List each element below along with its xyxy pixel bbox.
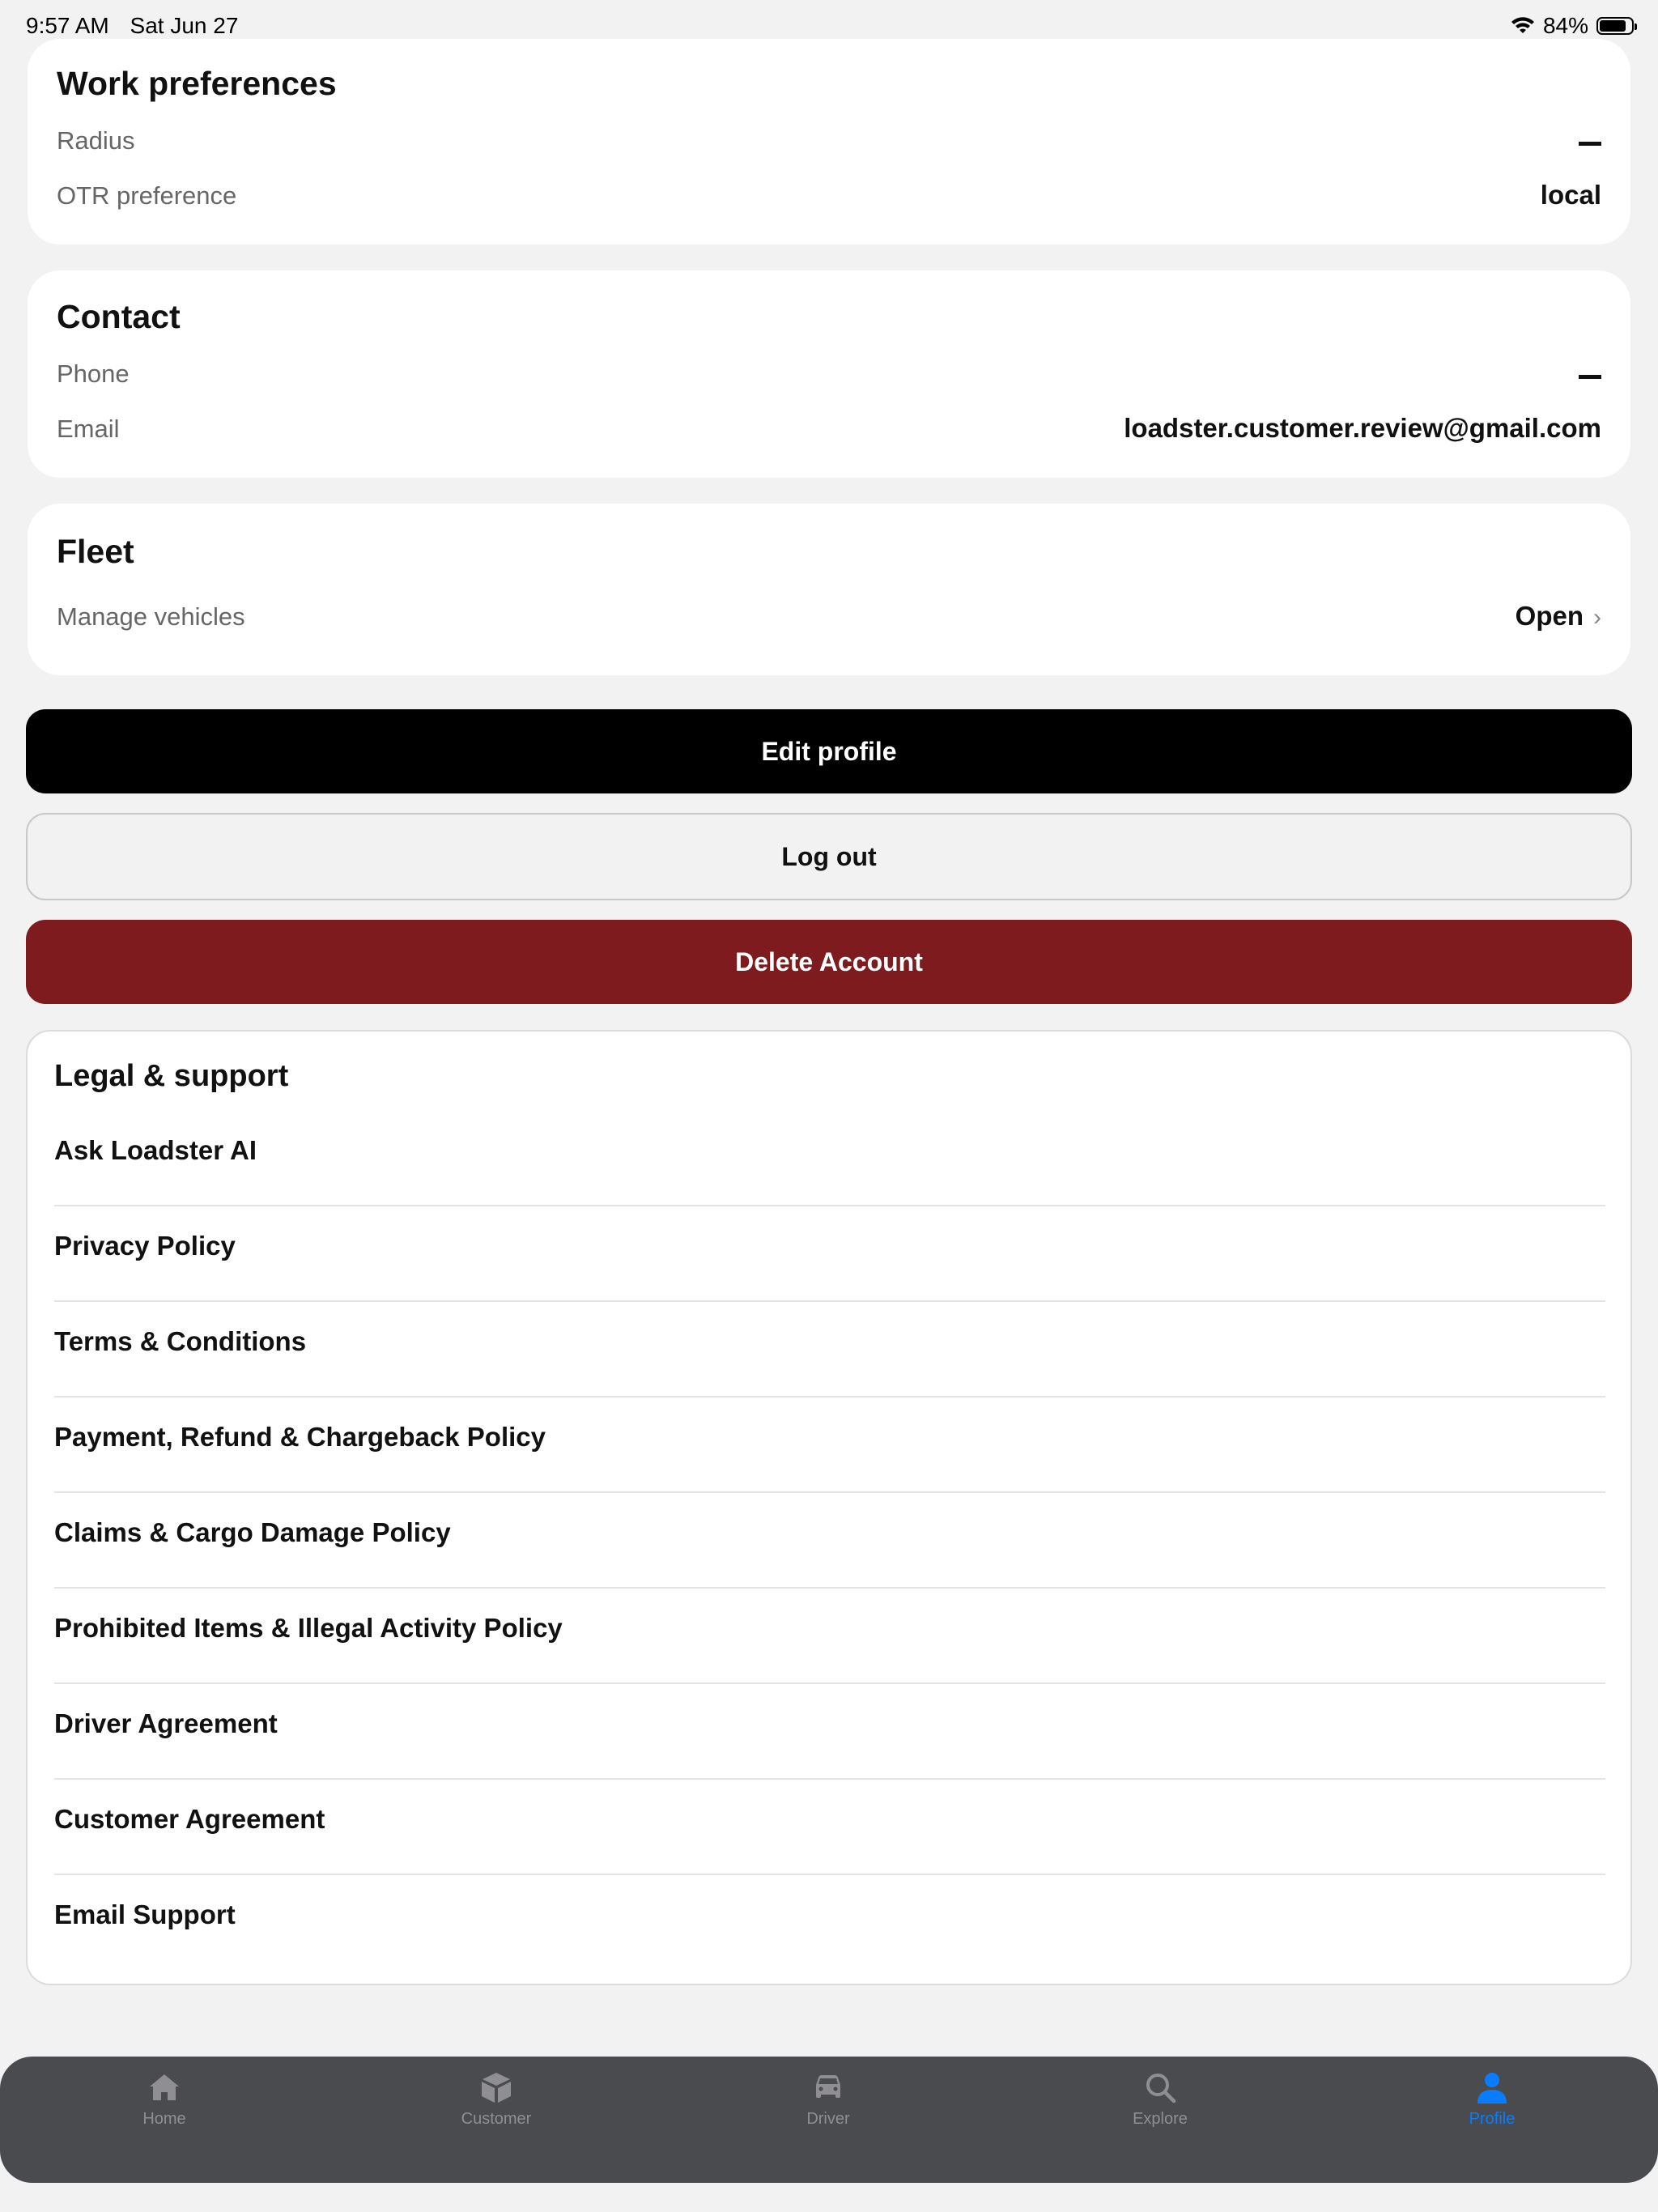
tab-home-label: Home xyxy=(142,2110,186,2128)
manage-vehicles-label: Manage vehicles xyxy=(57,602,245,631)
empty-dash xyxy=(1579,375,1601,379)
empty-dash xyxy=(1579,142,1601,146)
legal-support-title: Legal & support xyxy=(54,1059,289,1093)
legal-item-privacy-policy[interactable] xyxy=(54,1206,1605,1302)
legal-item-label: Prohibited Items & Illegal Activity Policy xyxy=(54,1613,563,1643)
search-icon xyxy=(1142,2069,1178,2105)
legal-item-payment-refund-chargeback[interactable] xyxy=(54,1397,1605,1493)
legal-item-label: Driver Agreement xyxy=(54,1708,278,1738)
phone-label: Phone xyxy=(57,359,130,388)
legal-item-claims-cargo-damage[interactable] xyxy=(54,1493,1605,1589)
work-preferences-card xyxy=(28,39,1630,245)
contact-title: Contact xyxy=(57,298,181,335)
tab-driver[interactable] xyxy=(747,2069,909,2167)
legal-item-customer-agreement[interactable] xyxy=(54,1780,1605,1875)
battery-percent: 84% xyxy=(1542,13,1588,38)
tab-driver-label: Driver xyxy=(806,2110,850,2128)
status-left xyxy=(26,13,253,39)
person-icon xyxy=(1474,2069,1510,2105)
legal-item-label: Payment, Refund & Chargeback Policy xyxy=(54,1422,546,1452)
legal-item-label: Terms & Conditions xyxy=(54,1326,307,1356)
status-time: 9:57 AM xyxy=(26,13,109,38)
legal-item-prohibited-items[interactable] xyxy=(54,1589,1605,1684)
work-preferences-title: Work preferences xyxy=(57,65,337,102)
legal-support-card xyxy=(26,1030,1632,1985)
otr-preference-value: local xyxy=(1540,180,1601,210)
status-right xyxy=(1511,13,1634,39)
delete-account-button[interactable]: Delete Account xyxy=(26,920,1632,1004)
fleet-card xyxy=(28,504,1630,675)
contact-card xyxy=(28,270,1630,478)
status-date: Sat Jun 27 xyxy=(130,13,239,38)
log-out-button[interactable]: Log out xyxy=(26,813,1632,900)
email-label: Email xyxy=(57,415,120,443)
legal-item-label: Ask Loadster AI xyxy=(54,1135,257,1165)
manage-vehicles-open-link[interactable] xyxy=(1516,601,1601,632)
tab-explore-label: Explore xyxy=(1133,2110,1188,2128)
radius-label: Radius xyxy=(57,126,135,155)
tab-customer-label: Customer xyxy=(461,2110,532,2128)
email-value: loadster.customer.review@gmail.com xyxy=(1124,413,1601,443)
legal-item-email-support[interactable] xyxy=(54,1875,1605,1971)
home-icon xyxy=(147,2069,182,2105)
battery-icon xyxy=(1596,17,1634,35)
legal-item-terms-conditions[interactable] xyxy=(54,1302,1605,1397)
tab-customer[interactable] xyxy=(415,2069,577,2167)
legal-item-label: Privacy Policy xyxy=(54,1231,236,1261)
tab-home[interactable] xyxy=(83,2069,245,2167)
box-icon xyxy=(478,2069,514,2105)
edit-profile-button[interactable]: Edit profile xyxy=(26,709,1632,793)
open-label: Open xyxy=(1515,601,1584,631)
tab-explore[interactable] xyxy=(1079,2069,1241,2167)
legal-item-label: Email Support xyxy=(54,1899,236,1929)
legal-item-label: Customer Agreement xyxy=(54,1804,325,1834)
chevron-right-icon: › xyxy=(1593,604,1601,631)
tab-profile[interactable] xyxy=(1411,2069,1573,2167)
fleet-title: Fleet xyxy=(57,533,134,570)
otr-preference-label: OTR preference xyxy=(57,181,237,210)
legal-item-label: Claims & Cargo Damage Policy xyxy=(54,1517,451,1547)
phone-value xyxy=(1579,359,1601,390)
legal-item-ask-loadster-ai[interactable] xyxy=(54,1111,1605,1206)
tab-bar xyxy=(0,2057,1658,2183)
legal-item-driver-agreement[interactable] xyxy=(54,1684,1605,1780)
radius-value xyxy=(1579,126,1601,157)
tab-profile-label: Profile xyxy=(1469,2110,1516,2128)
car-icon xyxy=(810,2069,846,2105)
battery-fill xyxy=(1600,20,1626,32)
wifi-icon xyxy=(1511,17,1535,35)
